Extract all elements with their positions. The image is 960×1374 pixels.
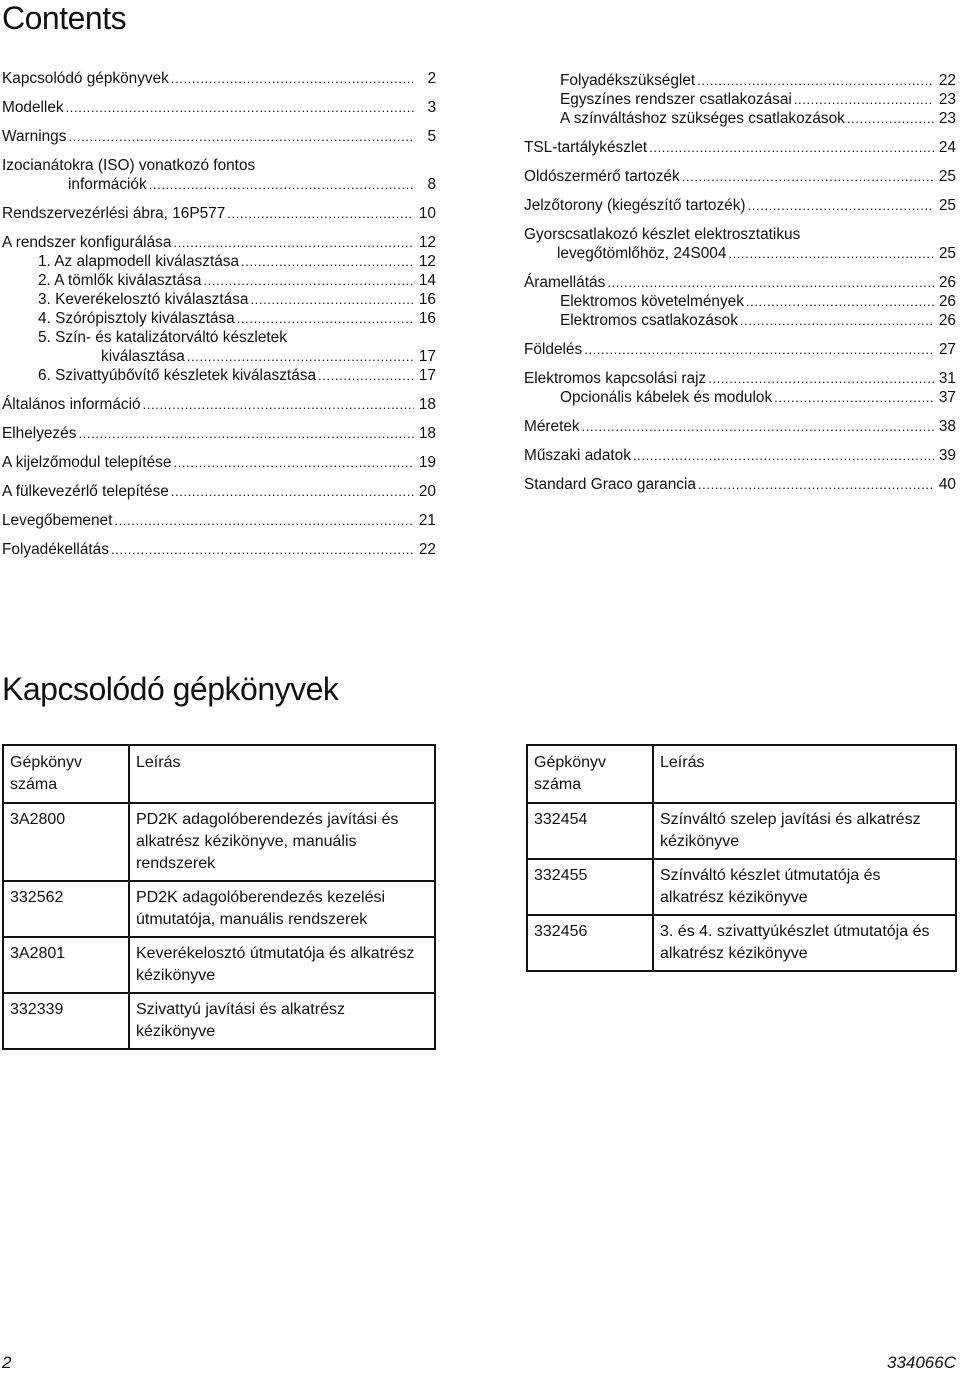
header-manual-number: Gépkönyv száma (3, 745, 129, 803)
leader-dots (774, 388, 934, 407)
toc-entry[interactable] (2, 366, 436, 385)
toc-right-column (524, 71, 956, 494)
leader-dots (237, 309, 414, 328)
leader-dots (698, 475, 934, 494)
toc-entry[interactable] (524, 388, 956, 407)
toc-entry[interactable] (524, 167, 956, 186)
toc-entry[interactable] (524, 311, 956, 330)
leader-dots (66, 98, 414, 117)
toc-entry[interactable] (2, 540, 436, 559)
toc-entry-label: Izocianátokra (ISO) vonatkozó fontos (2, 157, 256, 174)
toc-entry-page: 10 (418, 205, 436, 222)
header-description: Leírás (653, 745, 956, 803)
toc-entry-page: 17 (418, 367, 436, 384)
toc-entry-page: 3 (427, 99, 436, 116)
manual-description: Keverékelosztó útmutatója és alkatrész kézikönyve (129, 937, 435, 993)
toc-entry[interactable] (524, 417, 956, 436)
leader-dots (728, 244, 934, 263)
leader-dots (584, 340, 934, 359)
toc-entry[interactable] (2, 453, 436, 472)
header-description: Leírás (129, 745, 435, 803)
toc-entry-label: Rendszervezérlési ábra, 16P577 (2, 205, 226, 222)
toc-entry-page: 25 (938, 197, 956, 214)
manual-description: 3. és 4. szivattyúkészlet útmutatója és alkatrész kézikönyve (653, 915, 956, 971)
toc-entry-page: 19 (418, 454, 436, 471)
toc-entry-page: 24 (938, 139, 956, 156)
leader-dots (173, 453, 414, 472)
toc-entry-label: kiválasztása (101, 348, 185, 365)
toc-entry-label: A színváltáshoz szükséges csatlakozások (560, 110, 845, 127)
leader-dots (633, 446, 934, 465)
toc-entry-page: 25 (938, 245, 956, 262)
table-row (527, 803, 956, 859)
toc-entry[interactable] (524, 369, 956, 388)
toc-entry-label: 1. Az alapmodell kiválasztása (38, 253, 240, 270)
toc-entry-label: 5. Szín- és katalizátorváltó készletek (38, 329, 287, 346)
toc-entry[interactable] (524, 475, 956, 494)
toc-entry-label: Warnings (2, 128, 67, 145)
leader-dots (682, 167, 934, 186)
toc-entry-label: Oldószermérő tartozék (524, 168, 680, 185)
manual-description: PD2K adagolóberendezés kezelési útmutatója, manuális rendszerek (129, 881, 435, 937)
toc-entry-label: A fülkevezérlő telepítése (2, 483, 169, 500)
toc-entry[interactable] (524, 292, 956, 311)
leader-dots (114, 511, 414, 530)
toc-entry-label: Áramellátás (524, 274, 606, 291)
toc-entry-page: 20 (418, 483, 436, 500)
leader-dots (748, 196, 934, 215)
header-manual-number: Gépkönyv száma (527, 745, 653, 803)
leader-dots (68, 127, 414, 146)
contents-heading: Contents (2, 0, 127, 36)
toc-entry[interactable] (2, 204, 436, 223)
toc-entry-label: Gyorscsatlakozó készlet elektrosztatikus (524, 226, 801, 243)
toc-entry[interactable] (524, 446, 956, 465)
toc-entry-page: 12 (418, 234, 436, 251)
toc-entry[interactable] (2, 233, 436, 252)
leader-dots (318, 366, 414, 385)
toc-entry[interactable] (524, 196, 956, 215)
leader-dots (697, 71, 934, 90)
toc-entry[interactable] (524, 138, 956, 157)
toc-entry-label: 2. A tömlők kiválasztása (38, 272, 202, 289)
toc-entry-page: 22 (938, 72, 956, 89)
toc-entry-label: Opcionális kábelek és modulok (560, 389, 773, 406)
manual-number: 3A2800 (3, 803, 129, 881)
leader-dots (746, 292, 934, 311)
table-row (527, 859, 956, 915)
toc-entry-page: 37 (938, 389, 956, 406)
toc-entry-page: 40 (938, 476, 956, 493)
toc-entry-page: 26 (938, 312, 956, 329)
toc-entry-page: 16 (418, 291, 436, 308)
toc-entry-page: 14 (418, 272, 436, 289)
leader-dots (143, 395, 414, 414)
toc-entry[interactable] (2, 424, 436, 443)
manual-description: Szivattyú javítási és alkatrész kézikönyve (129, 993, 435, 1049)
leader-dots (708, 369, 934, 388)
leader-dots (187, 347, 414, 366)
toc-entry-label: Modellek (2, 99, 64, 116)
table-row (3, 993, 435, 1049)
toc-entry-page: 8 (427, 176, 436, 193)
toc-entry-page: 5 (427, 128, 436, 145)
manual-number: 3A2801 (3, 937, 129, 993)
toc-entry-page: 25 (938, 168, 956, 185)
manual-number: 332454 (527, 803, 653, 859)
leader-dots (582, 417, 934, 436)
toc-entry[interactable] (524, 109, 956, 128)
toc-entry-label: Elektromos csatlakozások (560, 312, 738, 329)
manual-description: Színváltó szelep javítási és alkatrész kézikönyve (653, 803, 956, 859)
leader-dots (227, 204, 414, 223)
toc-entry-page: 38 (938, 418, 956, 435)
toc-entry[interactable] (2, 511, 436, 530)
leader-dots (607, 273, 934, 292)
toc-entry-label: A kijelzőmodul telepítése (2, 454, 172, 471)
leader-dots (171, 69, 414, 88)
toc-left-column (2, 69, 436, 559)
toc-entry[interactable] (2, 98, 436, 117)
leader-dots (173, 233, 414, 252)
toc-entry-label: A rendszer konfigurálása (2, 234, 172, 251)
page-number: 2 (2, 1353, 12, 1372)
toc-entry-label: Folyadékellátás (2, 541, 109, 558)
manual-number: 332456 (527, 915, 653, 971)
leader-dots (203, 271, 414, 290)
leader-dots (649, 138, 934, 157)
toc-entry-page: 26 (938, 293, 956, 310)
toc-entry[interactable] (2, 252, 436, 271)
toc-entry-page: 18 (418, 396, 436, 413)
toc-entry[interactable] (2, 309, 436, 328)
toc-entry-page: 16 (418, 310, 436, 327)
toc-entry[interactable] (2, 395, 436, 414)
manual-number: 332339 (3, 993, 129, 1049)
toc-entry-label: Földelés (524, 341, 583, 358)
toc-entry[interactable] (2, 482, 436, 501)
toc-entry[interactable] (524, 90, 956, 109)
toc-entry-page: 12 (418, 253, 436, 270)
toc-entry-page: 22 (418, 541, 436, 558)
toc-entry[interactable] (524, 340, 956, 359)
related-manuals-heading: Kapcsolódó gépkönyvek (2, 671, 339, 707)
toc-entry-label: 6. Szivattyúbővítő készletek kiválasztása (38, 367, 317, 384)
manual-description: Színváltó készlet útmutatója és alkatrész kézikönyve (653, 859, 956, 915)
toc-entry-page: 21 (418, 512, 436, 529)
toc-entry-label: Elektromos követelmények (560, 293, 744, 310)
leader-dots (794, 90, 934, 109)
manual-description: PD2K adagolóberendezés javítási és alkatrész kézikönyve, manuális rendszerek (129, 803, 435, 881)
table-row (527, 915, 956, 971)
toc-entry-label: 3. Keverékelosztó kiválasztása (38, 291, 249, 308)
toc-entry[interactable] (524, 225, 956, 263)
leader-dots (250, 290, 414, 309)
toc-entry-label: Kapcsolódó gépkönyvek (2, 70, 169, 87)
leader-dots (847, 109, 934, 128)
document-id: 334066C (886, 1353, 956, 1372)
table-row (3, 937, 435, 993)
toc-entry-page: 39 (938, 447, 956, 464)
toc-entry-page: 17 (418, 348, 436, 365)
toc-entry-label: TSL-tartálykészlet (524, 139, 648, 156)
toc-entry-label: Műszaki adatok (524, 447, 631, 464)
manual-number: 332562 (3, 881, 129, 937)
leader-dots (241, 252, 414, 271)
table-header-row (3, 745, 435, 803)
toc-entry-page: 26 (938, 274, 956, 291)
toc-entry-label: információk (68, 176, 147, 193)
toc-entry-label: Standard Graco garancia (524, 476, 696, 493)
table-header-row (527, 745, 956, 803)
toc-entry[interactable] (524, 273, 956, 292)
toc-entry[interactable] (2, 127, 436, 146)
leader-dots (149, 175, 414, 194)
leader-dots (111, 540, 414, 559)
toc-entry-label: Elhelyezés (2, 425, 77, 442)
toc-entry-label: Jelzőtorony (kiegészítő tartozék) (524, 197, 746, 214)
toc-entry-label: Általános információ (2, 396, 141, 413)
table-row (3, 881, 435, 937)
toc-entry-page: 18 (418, 425, 436, 442)
toc-entry-page: 2 (427, 70, 436, 87)
toc-entry[interactable] (524, 71, 956, 90)
toc-entry[interactable] (2, 156, 436, 194)
toc-entry-label: 4. Szórópisztoly kiválasztása (38, 310, 235, 327)
toc-entry-label: Levegőbemenet (2, 512, 113, 529)
toc-entry-page: 23 (938, 110, 956, 127)
toc-entry-label: Folyadékszükséglet (560, 72, 696, 89)
leader-dots (78, 424, 414, 443)
toc-entry-page: 31 (938, 370, 956, 387)
toc-entry-label: Egyszínes rendszer csatlakozásai (560, 91, 792, 108)
toc-entry-page: 27 (938, 341, 956, 358)
leader-dots (171, 482, 414, 501)
toc-entry-label: levegőtömlőhöz, 24S004 (557, 245, 727, 262)
toc-entry[interactable] (2, 271, 436, 290)
table-row (3, 803, 435, 881)
manual-number: 332455 (527, 859, 653, 915)
toc-entry-label: Elektromos kapcsolási rajz (524, 370, 707, 387)
manuals-table-left (2, 744, 436, 1050)
toc-entry-label: Méretek (524, 418, 580, 435)
toc-entry-page: 23 (938, 91, 956, 108)
toc-entry[interactable] (2, 69, 436, 88)
leader-dots (740, 311, 934, 330)
toc-entry[interactable] (2, 290, 436, 309)
toc-entry[interactable] (2, 328, 436, 366)
manuals-table-right (526, 744, 957, 972)
